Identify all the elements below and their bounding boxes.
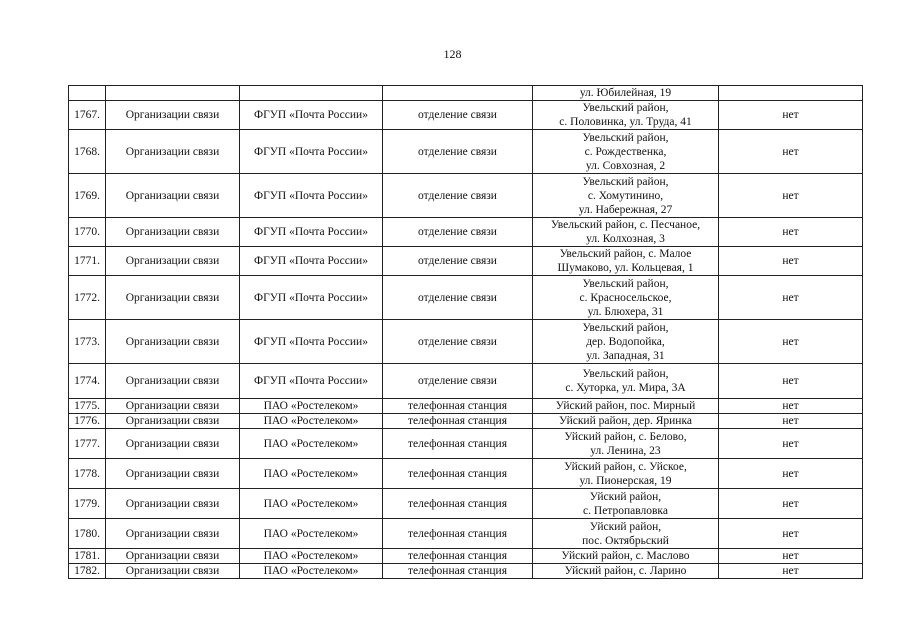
address-line: с. Хуторка, ул. Мира, 3А — [565, 382, 686, 394]
object-type-cell: телефонная станция — [383, 429, 533, 459]
table-body — [69, 86, 863, 579]
address-line: Уйский район, с. Уйское, — [564, 460, 687, 473]
address-cell — [533, 519, 719, 549]
category-cell — [106, 86, 240, 101]
address-line: с. Хомутинино, — [587, 189, 664, 202]
address-line: Увельский район, — [582, 175, 669, 188]
object-type-cell: телефонная станция — [383, 399, 533, 414]
status-cell: нет — [719, 174, 863, 218]
category-cell: Организации связи — [106, 459, 240, 489]
address-line: ул. Совхозная, 2 — [585, 159, 666, 172]
organization-cell: ФГУП «Почта России» — [240, 320, 383, 364]
row-number: 1777. — [69, 429, 106, 459]
organization-cell: ФГУП «Почта России» — [240, 276, 383, 320]
category-cell: Организации связи — [106, 174, 240, 218]
category-cell: Организации связи — [106, 519, 240, 549]
table-row — [69, 101, 863, 130]
object-type-cell: отделение связи — [383, 101, 533, 130]
address-line: Уйский район, — [589, 490, 662, 503]
table-row — [69, 564, 863, 579]
organization-cell: ПАО «Ростелеком» — [240, 399, 383, 414]
table-row — [69, 276, 863, 320]
page-number: 128 — [443, 47, 462, 61]
object-type-cell: отделение связи — [383, 320, 533, 364]
address-line: Увельский район, — [582, 277, 669, 290]
organization-cell: ПАО «Ростелеком» — [240, 564, 383, 579]
address-line: Уйский район, дер. Яринка — [559, 415, 692, 427]
address-line: Увельский район, с. Песчаное, — [550, 219, 701, 231]
organization-cell: ПАО «Ростелеком» — [240, 549, 383, 564]
address-line: с. Рождественка, — [584, 145, 667, 158]
address-cell — [533, 86, 719, 101]
organization-cell: ФГУП «Почта России» — [240, 218, 383, 247]
row-number: 1780. — [69, 519, 106, 549]
row-number: 1771. — [69, 247, 106, 276]
address-line: пос. Октябрьский — [582, 534, 669, 547]
row-number: 1782. — [69, 564, 106, 579]
row-number — [69, 86, 106, 101]
table-row — [69, 519, 863, 549]
row-number: 1776. — [69, 414, 106, 429]
organization-cell: ФГУП «Почта России» — [240, 101, 383, 130]
address-line: ул. Ленина, 23 — [590, 444, 661, 457]
status-cell: нет — [719, 549, 863, 564]
status-cell — [719, 86, 863, 101]
address-cell — [533, 459, 719, 489]
address-cell — [533, 414, 719, 429]
address-line: Уйский район, с. Белово, — [564, 430, 687, 443]
table-row — [69, 86, 863, 101]
category-cell: Организации связи — [106, 364, 240, 399]
address-line: дер. Водопойка, — [586, 335, 665, 348]
object-type-cell: телефонная станция — [383, 414, 533, 429]
category-cell: Организации связи — [106, 549, 240, 564]
address-cell — [533, 247, 719, 276]
table-row — [69, 218, 863, 247]
category-cell: Организации связи — [106, 247, 240, 276]
table-row — [69, 364, 863, 399]
address-cell — [533, 276, 719, 320]
table-row — [69, 320, 863, 364]
object-type-cell — [383, 86, 533, 101]
address-cell — [533, 320, 719, 364]
table-row — [69, 174, 863, 218]
category-cell: Организации связи — [106, 564, 240, 579]
row-number: 1774. — [69, 364, 106, 399]
table-row — [69, 489, 863, 519]
row-number: 1778. — [69, 459, 106, 489]
status-cell: нет — [719, 130, 863, 174]
address-line: Увельский район, — [582, 321, 669, 334]
organization-cell: ФГУП «Почта России» — [240, 364, 383, 399]
row-number: 1768. — [69, 130, 106, 174]
organization-cell: ПАО «Ростелеком» — [240, 429, 383, 459]
address-line: с. Красносельское, — [579, 291, 672, 304]
address-cell — [533, 429, 719, 459]
object-type-cell: телефонная станция — [383, 564, 533, 579]
row-number: 1781. — [69, 549, 106, 564]
address-line: Уйский район, — [589, 520, 662, 533]
organization-cell: ФГУП «Почта России» — [240, 174, 383, 218]
row-number: 1769. — [69, 174, 106, 218]
category-cell: Организации связи — [106, 218, 240, 247]
status-cell: нет — [719, 459, 863, 489]
category-cell: Организации связи — [106, 399, 240, 414]
address-line: Увельский район, — [582, 368, 669, 380]
organization-cell — [240, 86, 383, 101]
status-cell: нет — [719, 320, 863, 364]
address-cell — [533, 399, 719, 414]
table-row — [69, 459, 863, 489]
address-line: ул. Блюхера, 31 — [587, 305, 664, 318]
row-number: 1779. — [69, 489, 106, 519]
status-cell: нет — [719, 101, 863, 130]
object-type-cell: отделение связи — [383, 364, 533, 399]
address-line: ул. Колхозная, 3 — [586, 233, 665, 245]
row-number: 1772. — [69, 276, 106, 320]
table-row — [69, 247, 863, 276]
object-type-cell: телефонная станция — [383, 549, 533, 564]
address-line: Уйский район, с. Маслово — [561, 550, 690, 562]
status-cell: нет — [719, 247, 863, 276]
address-cell — [533, 489, 719, 519]
address-cell — [533, 218, 719, 247]
category-cell: Организации связи — [106, 101, 240, 130]
table-row — [69, 429, 863, 459]
category-cell: Организации связи — [106, 320, 240, 364]
address-cell — [533, 549, 719, 564]
address-line: Увельский район, — [582, 102, 669, 114]
object-type-cell: отделение связи — [383, 247, 533, 276]
address-cell — [533, 564, 719, 579]
organization-cell: ФГУП «Почта России» — [240, 247, 383, 276]
registry-table — [68, 85, 863, 579]
category-cell: Организации связи — [106, 130, 240, 174]
organization-cell: ФГУП «Почта России» — [240, 130, 383, 174]
status-cell: нет — [719, 399, 863, 414]
object-type-cell: отделение связи — [383, 174, 533, 218]
status-cell: нет — [719, 414, 863, 429]
row-number: 1775. — [69, 399, 106, 414]
object-type-cell: телефонная станция — [383, 519, 533, 549]
status-cell: нет — [719, 519, 863, 549]
address-line: Увельский район, с. Малое — [559, 248, 692, 260]
address-line: ул. Пионерская, 19 — [579, 474, 672, 487]
address-line: Шумаково, ул. Кольцевая, 1 — [557, 262, 694, 274]
address-cell — [533, 174, 719, 218]
address-line: Уйский район, с. Ларино — [564, 565, 687, 577]
address-cell — [533, 130, 719, 174]
address-line: ул. Набережная, 27 — [578, 203, 673, 216]
table-row — [69, 399, 863, 414]
organization-cell: ПАО «Ростелеком» — [240, 414, 383, 429]
status-cell: нет — [719, 276, 863, 320]
organization-cell: ПАО «Ростелеком» — [240, 519, 383, 549]
row-number: 1773. — [69, 320, 106, 364]
row-number: 1770. — [69, 218, 106, 247]
table-row — [69, 414, 863, 429]
address-line: Увельский район, — [582, 131, 669, 144]
address-line: ул. Юбилейная, 19 — [579, 87, 672, 99]
object-type-cell: отделение связи — [383, 130, 533, 174]
organization-cell: ПАО «Ростелеком» — [240, 489, 383, 519]
address-line: Уйский район, пос. Мирный — [555, 400, 696, 412]
category-cell: Организации связи — [106, 489, 240, 519]
category-cell: Организации связи — [106, 429, 240, 459]
address-line: с. Петропавловка — [583, 504, 668, 517]
object-type-cell: телефонная станция — [383, 459, 533, 489]
status-cell: нет — [719, 489, 863, 519]
status-cell: нет — [719, 429, 863, 459]
address-line: с. Половинка, ул. Труда, 41 — [559, 116, 692, 128]
organization-cell: ПАО «Ростелеком» — [240, 459, 383, 489]
row-number: 1767. — [69, 101, 106, 130]
table-row — [69, 130, 863, 174]
address-line: ул. Западная, 31 — [586, 349, 665, 362]
category-cell: Организации связи — [106, 414, 240, 429]
address-cell — [533, 364, 719, 399]
status-cell: нет — [719, 564, 863, 579]
object-type-cell: отделение связи — [383, 276, 533, 320]
status-cell: нет — [719, 364, 863, 399]
table-row — [69, 549, 863, 564]
category-cell: Организации связи — [106, 276, 240, 320]
address-cell — [533, 101, 719, 130]
status-cell: нет — [719, 218, 863, 247]
object-type-cell: телефонная станция — [383, 489, 533, 519]
object-type-cell: отделение связи — [383, 218, 533, 247]
